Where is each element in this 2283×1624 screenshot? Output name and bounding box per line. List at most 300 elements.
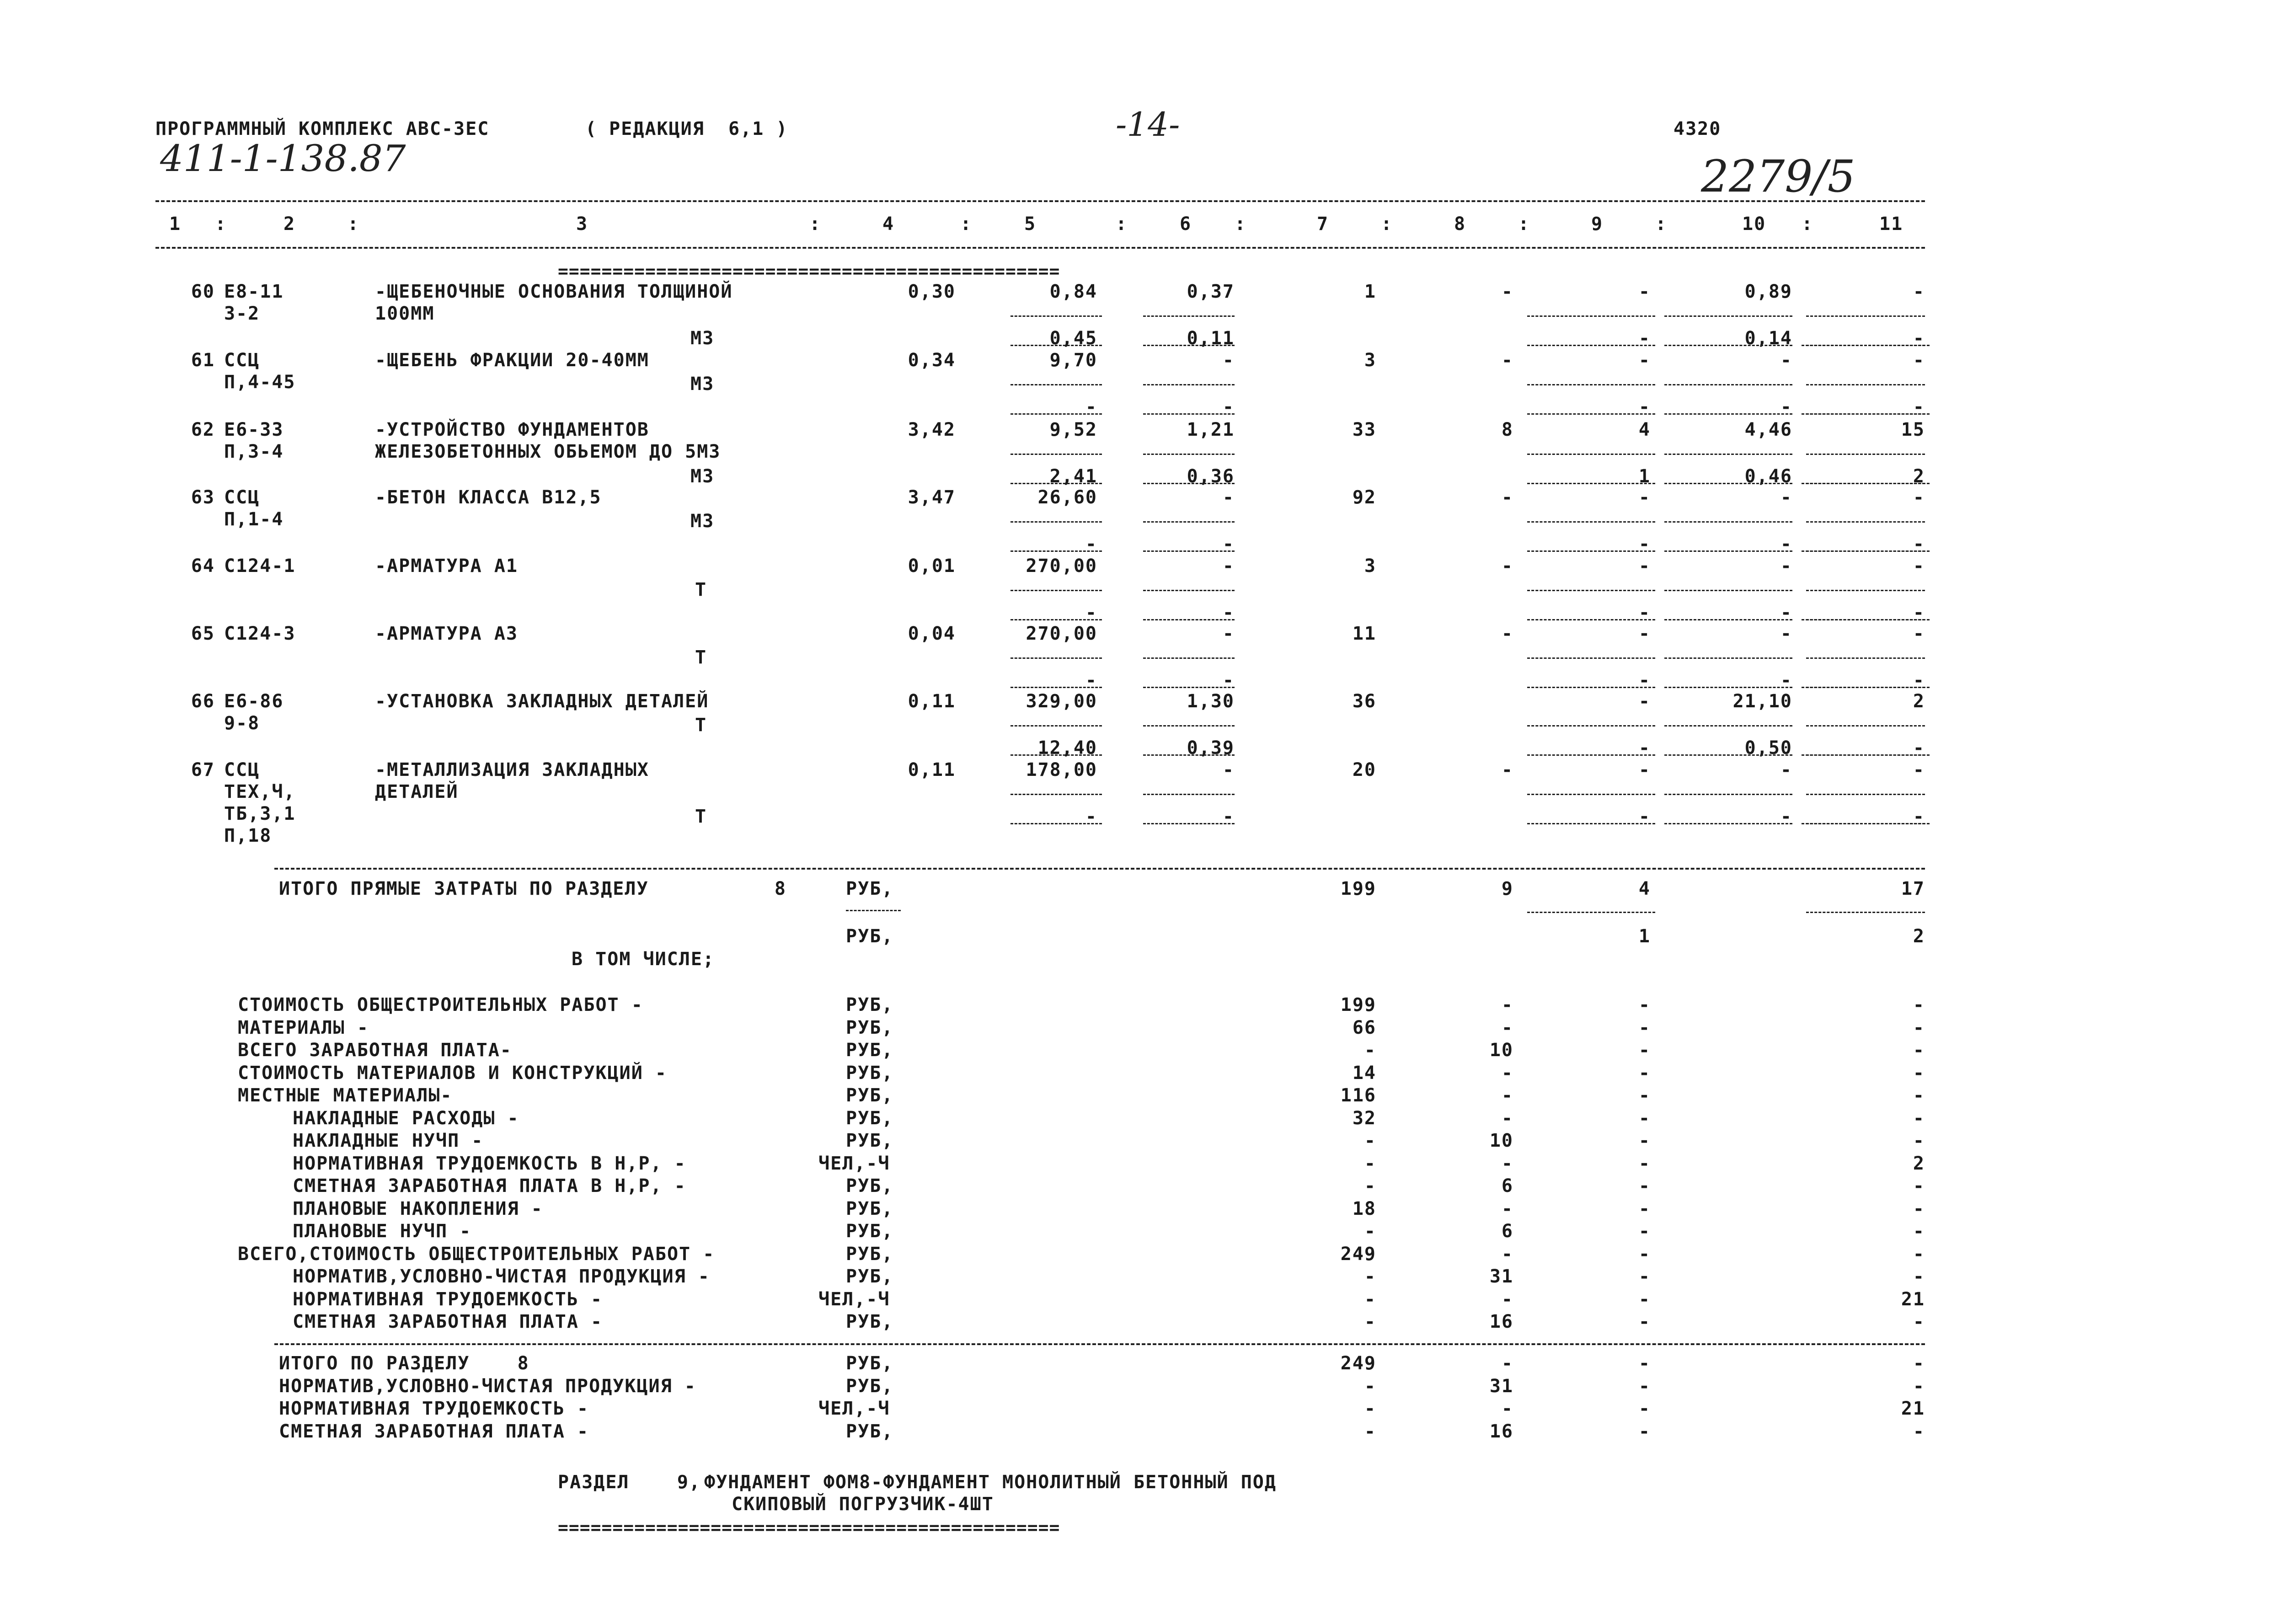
breakdown-machines: - — [1638, 1266, 1651, 1287]
row-bottom-dashes — [1802, 823, 1930, 824]
page-number: -14- — [1116, 105, 1180, 144]
section-total-labor: - — [1913, 1421, 1925, 1442]
breakdown-wage: - — [1501, 1198, 1513, 1219]
row-mid-dashes — [1806, 794, 1925, 795]
breakdown-label: НАКЛАДНЫЕ НУЧП - — [293, 1130, 484, 1151]
row-machines: - — [1638, 281, 1651, 302]
row-mid-dashes — [1011, 521, 1102, 523]
row-labor-total-2: - — [1913, 737, 1925, 759]
breakdown-machines: - — [1638, 1017, 1651, 1038]
row-unit-machines: 1,30 — [1187, 691, 1235, 712]
column-header-14: 8 — [1454, 214, 1466, 235]
row-quantity: 0,34 — [908, 350, 956, 371]
column-header-19: : — [1802, 214, 1814, 235]
row-bottom-dashes — [1143, 483, 1235, 484]
section-total-cost: - — [1364, 1398, 1376, 1419]
row-bottom-dashes — [1143, 619, 1235, 620]
row-mid-dashes — [1011, 657, 1102, 659]
row-unit-price: 329,00 — [1026, 691, 1097, 712]
breakdown-label: СТОИМОСТЬ МАТЕРИАЛОВ И КОНСТРУКЦИЙ - — [238, 1062, 667, 1084]
row-quantity: 3,42 — [908, 419, 956, 440]
row-code: П,4-45 — [224, 372, 296, 393]
row-unit-machines-wage: 0,36 — [1187, 466, 1235, 487]
row-wage: - — [1501, 556, 1513, 577]
row-unit: М3 — [690, 374, 715, 395]
row-code: С124-3 — [224, 623, 296, 644]
total-direct-unit: РУБ, — [846, 878, 894, 899]
breakdown-label: НОРМАТИВ,УСЛОВНО-ЧИСТАЯ ПРОДУКЦИЯ - — [293, 1266, 710, 1287]
total-direct-wage: 9 — [1501, 878, 1513, 899]
row-bottom-dashes — [1802, 413, 1930, 415]
row-quantity: 0,04 — [908, 623, 956, 644]
breakdown-labor: - — [1913, 1062, 1925, 1084]
breakdown-label: ПЛАНОВЫЕ НАКОПЛЕНИЯ - — [293, 1198, 543, 1219]
breakdown-cost: 14 — [1352, 1062, 1376, 1084]
next-section-title: ФУНДАМЕНТ ФОМ8-ФУНДАМЕНТ МОНОЛИТНЫЙ БЕТОННЫЙ ПОД — [704, 1472, 1277, 1493]
total-dash — [1806, 912, 1925, 913]
breakdown-labor: - — [1913, 1085, 1925, 1106]
row-mid-dashes — [1011, 794, 1102, 795]
column-header-7: : — [960, 214, 973, 235]
breakdown-machines: - — [1638, 1062, 1651, 1084]
row-mid-dashes — [1806, 384, 1925, 385]
breakdown-cost: 199 — [1340, 994, 1376, 1015]
row-unit-machines: - — [1222, 759, 1235, 780]
breakdown-machines: - — [1638, 1175, 1651, 1197]
section-total-machines: - — [1638, 1353, 1651, 1374]
breakdown-labor: - — [1913, 1040, 1925, 1061]
column-header-6: 4 — [882, 214, 895, 235]
row-unit-price-wage: 0,45 — [1049, 328, 1097, 349]
row-mid-dashes — [1011, 590, 1102, 591]
row-unit-price-wage: - — [1085, 534, 1097, 555]
row-code: П,3-4 — [224, 441, 284, 462]
row-bottom-dashes — [1527, 823, 1655, 824]
row-unit-price-wage: - — [1085, 602, 1097, 623]
breakdown-wage: - — [1501, 1017, 1513, 1038]
section-total-cost: 249 — [1340, 1353, 1376, 1374]
row-bottom-dashes — [1802, 550, 1930, 552]
row-name: -УСТАНОВКА ЗАКЛАДНЫХ ДЕТАЛЕЙ — [375, 691, 709, 712]
row-labor-unit: 0,89 — [1744, 281, 1792, 302]
breakdown-label: МАТЕРИАЛЫ - — [238, 1017, 369, 1038]
row-code: С124-1 — [224, 556, 296, 577]
row-unit-price-wage: - — [1085, 396, 1097, 417]
row-labor-total: - — [1913, 623, 1925, 644]
section-total-rule — [274, 1343, 1925, 1345]
row-mid-dashes — [1806, 315, 1925, 317]
row-labor-total-2: - — [1913, 396, 1925, 417]
row-unit-price: 0,84 — [1049, 281, 1097, 302]
total-direct-section: 8 — [774, 878, 786, 899]
section-total-label: ИТОГО ПО РАЗДЕЛУ 8 — [279, 1353, 529, 1374]
breakdown-wage: 31 — [1489, 1266, 1513, 1287]
breakdown-unit: ЧЕЛ,-Ч — [818, 1153, 890, 1174]
column-header-12: 7 — [1317, 214, 1329, 235]
row-quantity: 0,11 — [908, 759, 956, 780]
row-bottom-dashes — [1664, 550, 1792, 552]
row-labor-total-2: - — [1913, 328, 1925, 349]
row-mid-dashes — [1011, 725, 1102, 727]
column-header-20: 11 — [1879, 214, 1903, 235]
row-number: 61 — [191, 350, 215, 371]
breakdown-unit: РУБ, — [846, 1175, 894, 1197]
breakdown-unit: РУБ, — [846, 994, 894, 1015]
row-name: -АРМАТУРА А1 — [375, 556, 518, 577]
row-mid-dashes — [1806, 657, 1925, 659]
breakdown-machines: - — [1638, 1130, 1651, 1151]
breakdown-unit: РУБ, — [846, 1198, 894, 1219]
row-labor-unit-2: - — [1780, 670, 1792, 691]
column-header-16: 9 — [1591, 214, 1604, 235]
row-labor-unit-2: 0,50 — [1744, 737, 1792, 759]
row-mid-dashes — [1527, 657, 1655, 659]
row-bottom-dashes — [1664, 619, 1792, 620]
row-mid-dashes — [1806, 454, 1925, 455]
row-bottom-dashes — [1802, 483, 1930, 484]
row-machines: 4 — [1638, 419, 1651, 440]
breakdown-unit: ЧЕЛ,-Ч — [818, 1288, 890, 1310]
row-machines: - — [1638, 691, 1651, 712]
row-number: 65 — [191, 623, 215, 644]
row-total-cost: 92 — [1352, 487, 1376, 508]
breakdown-cost: - — [1364, 1175, 1376, 1197]
row-unit-machines: 0,37 — [1187, 281, 1235, 302]
breakdown-cost: - — [1364, 1311, 1376, 1332]
breakdown-labor: 2 — [1913, 1153, 1925, 1174]
row-unit-price-wage: - — [1085, 670, 1097, 691]
row-labor-total-2: - — [1913, 806, 1925, 827]
row-labor-total-2: - — [1913, 534, 1925, 555]
breakdown-labor: - — [1913, 994, 1925, 1015]
total-direct-labor-2: 2 — [1913, 926, 1925, 947]
row-labor-total: - — [1913, 350, 1925, 371]
row-name: ДЕТАЛЕЙ — [375, 781, 459, 802]
row-mid-dashes — [1527, 590, 1655, 591]
row-bottom-dashes — [1527, 619, 1655, 620]
breakdown-machines: - — [1638, 1288, 1651, 1310]
row-name: -МЕТАЛЛИЗАЦИЯ ЗАКЛАДНЫХ — [375, 759, 649, 780]
row-mid-dashes — [1527, 384, 1655, 385]
row-labor-total: - — [1913, 759, 1925, 780]
total-dash — [1527, 912, 1655, 913]
row-machines-wage: - — [1638, 670, 1651, 691]
row-total-cost: 3 — [1364, 556, 1376, 577]
row-machines: - — [1638, 350, 1651, 371]
total-direct-label: ИТОГО ПРЯМЫЕ ЗАТРАТЫ ПО РАЗДЕЛУ — [279, 878, 649, 899]
row-mid-dashes — [1527, 454, 1655, 455]
breakdown-machines: - — [1638, 994, 1651, 1015]
section-total-wage: 31 — [1489, 1375, 1513, 1397]
breakdown-machines: - — [1638, 1243, 1651, 1265]
row-bottom-dashes — [1802, 345, 1930, 346]
row-total-cost: 3 — [1364, 350, 1376, 371]
next-section-title-2: СКИПОВЫЙ ПОГРУЗЧИК-4ШТ — [732, 1494, 994, 1515]
row-code: П,18 — [224, 825, 272, 846]
breakdown-labor: - — [1913, 1198, 1925, 1219]
row-wage: - — [1501, 487, 1513, 508]
row-unit-price-wage: 12,40 — [1037, 737, 1097, 759]
row-unit-machines-wage: - — [1222, 806, 1235, 827]
section-total-machines: - — [1638, 1398, 1651, 1419]
row-name: ЖЕЛЕЗОБЕТОННЫХ ОБЬЕМОМ ДО 5М3 — [375, 441, 721, 462]
row-bottom-dashes — [1011, 619, 1102, 620]
breakdown-wage: 6 — [1501, 1221, 1513, 1242]
row-bottom-dashes — [1802, 754, 1930, 756]
row-mid-dashes — [1527, 315, 1655, 317]
row-bottom-dashes — [1011, 483, 1102, 484]
row-mid-dashes — [1527, 521, 1655, 523]
column-header-15: : — [1518, 214, 1530, 235]
row-unit-machines: - — [1222, 350, 1235, 371]
row-labor-unit: - — [1780, 623, 1792, 644]
row-bottom-dashes — [1011, 823, 1102, 824]
row-mid-dashes — [1011, 454, 1102, 455]
row-unit: М3 — [690, 328, 715, 349]
row-labor-unit-2: - — [1780, 396, 1792, 417]
row-bottom-dashes — [1011, 550, 1102, 552]
column-header-1: : — [215, 214, 227, 235]
row-quantity: 0,30 — [908, 281, 956, 302]
row-wage: - — [1501, 759, 1513, 780]
section-equals-line: ============================================== — [558, 261, 1060, 281]
row-machines-wage: - — [1638, 806, 1651, 827]
breakdown-cost: 18 — [1352, 1198, 1376, 1219]
breakdown-wage: - — [1501, 1062, 1513, 1084]
section-total-label: НОРМАТИВНАЯ ТРУДОЕМКОСТЬ - — [279, 1398, 589, 1419]
breakdown-wage: 16 — [1489, 1311, 1513, 1332]
row-unit-price: 9,52 — [1049, 419, 1097, 440]
breakdown-cost: - — [1364, 1266, 1376, 1287]
row-unit: М3 — [690, 466, 715, 487]
breakdown-labor: - — [1913, 1107, 1925, 1129]
column-header-10: 6 — [1180, 214, 1192, 235]
row-unit: Т — [695, 579, 707, 600]
row-name: -ЩЕБЕНОЧНЫЕ ОСНОВАНИЯ ТОЛЩИНОЙ — [375, 281, 733, 302]
breakdown-unit: РУБ, — [846, 1085, 894, 1106]
column-header-2: 2 — [283, 214, 296, 235]
row-machines-wage: 1 — [1638, 466, 1651, 487]
breakdown-label: НОРМАТИВНАЯ ТРУДОЕМКОСТЬ В Н,Р, - — [293, 1153, 686, 1174]
row-number: 67 — [191, 759, 215, 780]
row-bottom-dashes — [1143, 550, 1235, 552]
row-labor-total-2: - — [1913, 602, 1925, 623]
breakdown-labor: 21 — [1901, 1288, 1925, 1310]
row-labor-unit-2: - — [1780, 602, 1792, 623]
row-code: ТЕХ,Ч, — [224, 781, 296, 802]
row-bottom-dashes — [1011, 687, 1102, 688]
total-direct-machines: 4 — [1638, 878, 1651, 899]
row-code: Е6-86 — [224, 691, 284, 712]
row-machines: - — [1638, 556, 1651, 577]
breakdown-unit: РУБ, — [846, 1221, 894, 1242]
row-bottom-dashes — [1664, 754, 1792, 756]
row-wage: - — [1501, 281, 1513, 302]
edition-label: ( РЕДАКЦИЯ 6,1 ) — [585, 118, 788, 139]
row-labor-total: - — [1913, 487, 1925, 508]
row-unit-price-wage: - — [1085, 806, 1097, 827]
row-mid-dashes — [1664, 521, 1792, 523]
section-total-cost: - — [1364, 1375, 1376, 1397]
row-bottom-dashes — [1143, 345, 1235, 346]
column-header-13: : — [1381, 214, 1393, 235]
row-mid-dashes — [1664, 725, 1792, 727]
row-unit-price-wage: 2,41 — [1049, 466, 1097, 487]
row-code: ССЦ — [224, 487, 260, 508]
row-labor-unit: 21,10 — [1732, 691, 1792, 712]
row-unit: Т — [695, 647, 707, 668]
total-direct-machines-wage: 1 — [1638, 926, 1651, 947]
breakdown-label: НОРМАТИВНАЯ ТРУДОЕМКОСТЬ - — [293, 1288, 603, 1310]
breakdown-labor: - — [1913, 1130, 1925, 1151]
row-mid-dashes — [1143, 315, 1235, 317]
row-labor-unit-2: - — [1780, 534, 1792, 555]
breakdown-unit: РУБ, — [846, 1040, 894, 1061]
section-total-unit: ЧЕЛ,-Ч — [818, 1398, 890, 1419]
row-name: -ЩЕБЕНЬ ФРАКЦИИ 20-40ММ — [375, 350, 649, 371]
row-labor-total: 15 — [1901, 419, 1925, 440]
row-bottom-dashes — [1527, 687, 1655, 688]
row-mid-dashes — [1011, 315, 1102, 317]
breakdown-machines: - — [1638, 1107, 1651, 1129]
section-total-wage: - — [1501, 1353, 1513, 1374]
column-header-18: 10 — [1742, 214, 1766, 235]
section-total-unit: РУБ, — [846, 1375, 894, 1397]
row-bottom-dashes — [1143, 823, 1235, 824]
header-top-rule — [155, 200, 1925, 202]
breakdown-wage: - — [1501, 1243, 1513, 1265]
column-header-4: 3 — [576, 214, 588, 235]
row-labor-total: - — [1913, 281, 1925, 302]
row-code: ТБ,3,1 — [224, 803, 296, 824]
row-number: 62 — [191, 419, 215, 440]
breakdown-cost: 32 — [1352, 1107, 1376, 1129]
row-quantity: 3,47 — [908, 487, 956, 508]
breakdown-label: ПЛАНОВЫЕ НУЧП - — [293, 1221, 472, 1242]
row-labor-unit-2: - — [1780, 806, 1792, 827]
row-mid-dashes — [1806, 725, 1925, 727]
row-bottom-dashes — [1802, 619, 1930, 620]
breakdown-cost: 116 — [1340, 1085, 1376, 1106]
row-name: 100ММ — [375, 303, 435, 324]
row-total-cost: 20 — [1352, 759, 1376, 780]
breakdown-unit: РУБ, — [846, 1017, 894, 1038]
row-machines: - — [1638, 759, 1651, 780]
row-mid-dashes — [1143, 521, 1235, 523]
breakdown-wage: - — [1501, 994, 1513, 1015]
row-unit-price: 9,70 — [1049, 350, 1097, 371]
row-code: 9-8 — [224, 713, 260, 734]
next-section-equals-line: ============================================== — [558, 1517, 1060, 1538]
row-bottom-dashes — [1527, 550, 1655, 552]
breakdown-unit: РУБ, — [846, 1107, 894, 1129]
row-unit-machines-wage: 0,11 — [1187, 328, 1235, 349]
breakdown-wage: - — [1501, 1288, 1513, 1310]
row-code: Е8-11 — [224, 281, 284, 302]
breakdown-cost: - — [1364, 1153, 1376, 1174]
section-total-labor: - — [1913, 1375, 1925, 1397]
handwritten-project-number: 411-1-138.87 — [160, 137, 406, 180]
row-wage: 8 — [1501, 419, 1513, 440]
breakdown-label: ВСЕГО ЗАРАБОТНАЯ ПЛАТА- — [238, 1040, 512, 1061]
row-number: 60 — [191, 281, 215, 302]
breakdown-label: СМЕТНАЯ ЗАРАБОТНАЯ ПЛАТА В Н,Р, - — [293, 1175, 686, 1197]
row-number: 64 — [191, 556, 215, 577]
row-unit-machines-wage: - — [1222, 396, 1235, 417]
breakdown-machines: - — [1638, 1221, 1651, 1242]
row-bottom-dashes — [1011, 345, 1102, 346]
breakdown-cost: - — [1364, 1288, 1376, 1310]
section-total-labor: 21 — [1901, 1398, 1925, 1419]
row-bottom-dashes — [1143, 413, 1235, 415]
breakdown-labor: - — [1913, 1311, 1925, 1332]
breakdown-label: ВСЕГО,СТОИМОСТЬ ОБЩЕСТРОИТЕЛЬНЫХ РАБОТ - — [238, 1243, 715, 1265]
row-number: 66 — [191, 691, 215, 712]
row-total-cost: 36 — [1352, 691, 1376, 712]
program-title: ПРОГРАММНЫЙ КОМПЛЕКС АВС-3ЕС — [155, 118, 490, 139]
row-bottom-dashes — [1664, 483, 1792, 484]
breakdown-wage: - — [1501, 1085, 1513, 1106]
row-code: 3-2 — [224, 303, 260, 324]
row-bottom-dashes — [1011, 754, 1102, 756]
breakdown-cost: - — [1364, 1130, 1376, 1151]
section-total-wage: - — [1501, 1398, 1513, 1419]
row-bottom-dashes — [1527, 345, 1655, 346]
row-labor-unit: - — [1780, 556, 1792, 577]
next-section-label: РАЗДЕЛ 9, — [558, 1472, 701, 1493]
row-machines-wage: - — [1638, 602, 1651, 623]
row-labor-total: - — [1913, 556, 1925, 577]
row-number: 63 — [191, 487, 215, 508]
row-unit-price: 26,60 — [1037, 487, 1097, 508]
row-wage: - — [1501, 350, 1513, 371]
row-bottom-dashes — [1527, 483, 1655, 484]
breakdown-wage: - — [1501, 1107, 1513, 1129]
section-total-labor: - — [1913, 1353, 1925, 1374]
breakdown-wage: - — [1501, 1153, 1513, 1174]
row-bottom-dashes — [1143, 687, 1235, 688]
row-unit-machines: - — [1222, 556, 1235, 577]
row-unit-machines-wage: 0,39 — [1187, 737, 1235, 759]
row-unit-machines: 1,21 — [1187, 419, 1235, 440]
row-unit: М3 — [690, 511, 715, 532]
section-total-machines: - — [1638, 1375, 1651, 1397]
breakdown-machines: - — [1638, 1311, 1651, 1332]
breakdown-label: СМЕТНАЯ ЗАРАБОТНАЯ ПЛАТА - — [293, 1311, 603, 1332]
row-code: ССЦ — [224, 759, 260, 780]
breakdown-unit: РУБ, — [846, 1130, 894, 1151]
row-mid-dashes — [1806, 521, 1925, 523]
row-mid-dashes — [1527, 794, 1655, 795]
row-wage: - — [1501, 623, 1513, 644]
row-unit-machines: - — [1222, 623, 1235, 644]
row-unit-machines-wage: - — [1222, 602, 1235, 623]
breakdown-label: НАКЛАДНЫЕ РАСХОДЫ - — [293, 1107, 519, 1129]
section-total-unit: РУБ, — [846, 1421, 894, 1442]
row-mid-dashes — [1143, 725, 1235, 727]
row-bottom-dashes — [1664, 413, 1792, 415]
row-bottom-dashes — [1664, 345, 1792, 346]
column-header-3: : — [348, 214, 360, 235]
section-total-wage: 16 — [1489, 1421, 1513, 1442]
row-machines-wage: - — [1638, 534, 1651, 555]
handwritten-sheet-number: 2279/5 — [1701, 151, 1855, 202]
row-total-cost: 11 — [1352, 623, 1376, 644]
breakdown-cost: 66 — [1352, 1017, 1376, 1038]
breakdown-labor: - — [1913, 1266, 1925, 1287]
row-code: П,1-4 — [224, 509, 284, 530]
row-labor-total-2: 2 — [1913, 466, 1925, 487]
